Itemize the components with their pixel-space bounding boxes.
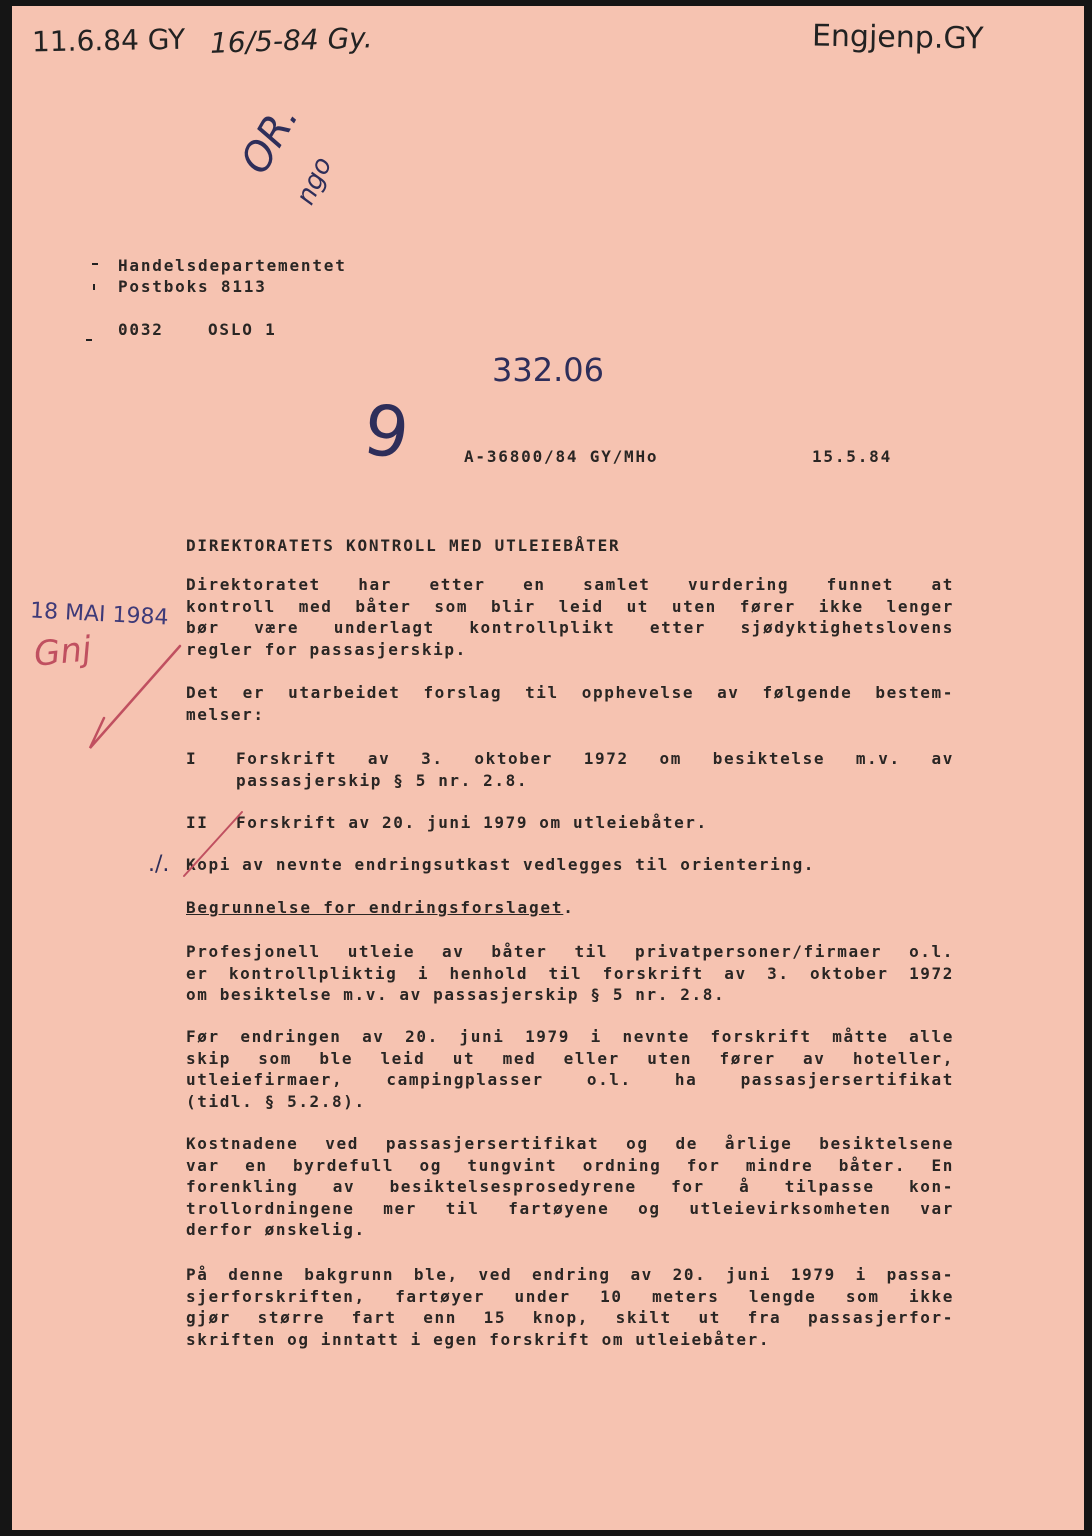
paragraph-7-line: På denne bakgrunn ble, ved endring av 20. juni 1979 i passa- [186,1265,954,1284]
recipient-city: OSLO 1 [208,320,277,339]
list-item-1-line: Forskrift av 3. oktober 1972 om besiktelse m.v. av [236,749,954,768]
received-date-stamp: 18 MAI 1984 [29,598,170,631]
list-item-1-line: passasjerskip § 5 nr. 2.8. [236,770,529,790]
list-item-1-text [236,748,954,791]
stamp-initials: Gnj [32,629,94,675]
paragraph-5-line: (tidl. § 5.2.8). [186,1091,366,1111]
reference-number: A-36800/84 GY/MHo [464,447,659,466]
section-heading [186,898,575,917]
list-item-2-number: II [186,813,209,832]
paragraph-7 [186,1264,954,1350]
paragraph-1-line: bør være underlagt kontrollplikt etter sjødyktighetslovens [186,618,954,637]
paragraph-7-line: skriften og inntatt i egen forskrift om utleiebåter. [186,1329,771,1349]
list-item-1-number: I [186,749,198,768]
list-item-1 [186,748,954,792]
paragraph-6-line: Kostnadene ved passasjersertifikat og de årlige besiktelsene [186,1134,954,1153]
document-title: DIREKTORATETS KONTROLL MED UTLEIEBÅTER [186,536,621,555]
paragraph-6-line: forenkling av besiktelsesprosedyrene for å tilpasse kon- [186,1177,954,1196]
paragraph-5-line: Før endringen av 20. juni 1979 i nevnte forskrift måtte alle [186,1027,954,1046]
paragraph-4-line: er kontrollpliktig i henhold til forskrift av 3. oktober 1972 [186,963,954,983]
paragraph-5 [186,1026,954,1112]
handwritten-top-right: Engjenp.GY [811,18,984,57]
paragraph-5-line: skip som ble leid ut med eller uten fører av hoteller, [186,1048,954,1068]
enclosure-mark: ./. [148,852,170,877]
paragraph-4-line: Profesjonell utleie av båter til privatpersoner/firmaer o.l. [186,942,954,961]
paragraph-6 [186,1133,954,1241]
paragraph-6-line: trollordningene mer til fartøyene og utleievirksomheten var [186,1198,954,1218]
paragraph-2 [186,682,954,725]
handwritten-initials-2: ngo [290,152,339,210]
paragraph-7-line: gjør større fart enn 15 knop, skilt ut fra passasjerfor- [186,1308,954,1327]
paragraph-5-line: utleiefirmaer, campingplasser o.l. ha passasjersertifikat [186,1070,954,1089]
handwritten-marginal-mark: 9 [358,388,415,476]
handwritten-file-number: 332.06 [492,351,604,389]
paragraph-6-line: var en byrdefull og tungvint ordning for mindre båter. En [186,1155,954,1175]
recipient-line-2: Postboks 8113 [118,277,267,296]
red-check-stroke [90,646,180,748]
paragraph-2-line: melser: [186,704,265,724]
paragraph-3 [186,854,954,876]
paragraph-6-line: derfor ønskelig. [186,1220,366,1239]
paragraph-1-line: regler for passasjerskip. [186,639,467,659]
list-item-2 [186,812,954,834]
paragraph-4-line: om besiktelse m.v. av passasjerskip § 5 nr. 2.8. [186,985,726,1004]
list-item-2-line: Forskrift av 20. juni 1979 om utleiebåter. [236,813,708,832]
section-heading-text: Begrunnelse for endringsforslaget [186,898,564,917]
document-page [12,6,1084,1530]
paragraph-3-line: Kopi av nevnte endringsutkast vedlegges til orientering. [186,855,816,874]
paragraph-1-line: kontroll med båter som blir leid ut uten fører ikke lenger [186,596,954,616]
list-item-2-text [236,812,954,834]
paragraph-7-line: sjerforskriften, fartøyer under 10 meters lengde som ikke [186,1286,954,1306]
handwritten-date-1: 11.6.84 GY [31,22,186,59]
section-heading-period: . [563,898,575,917]
paragraph-4 [186,941,954,1006]
handwritten-initials-1: OR. [232,96,308,182]
recipient-postcode: 0032 [118,320,164,339]
reference-date: 15.5.84 [812,447,893,466]
paragraph-1 [186,574,954,660]
paragraph-1-line: Direktoratet har etter en samlet vurdering funnet at [186,575,954,594]
paragraph-2-line: Det er utarbeidet forslag til opphevelse av følgende bestem- [186,683,954,702]
handwritten-date-2: 16/5-84 Gy. [209,21,374,60]
recipient-line-1: Handelsdepartementet [118,256,347,275]
